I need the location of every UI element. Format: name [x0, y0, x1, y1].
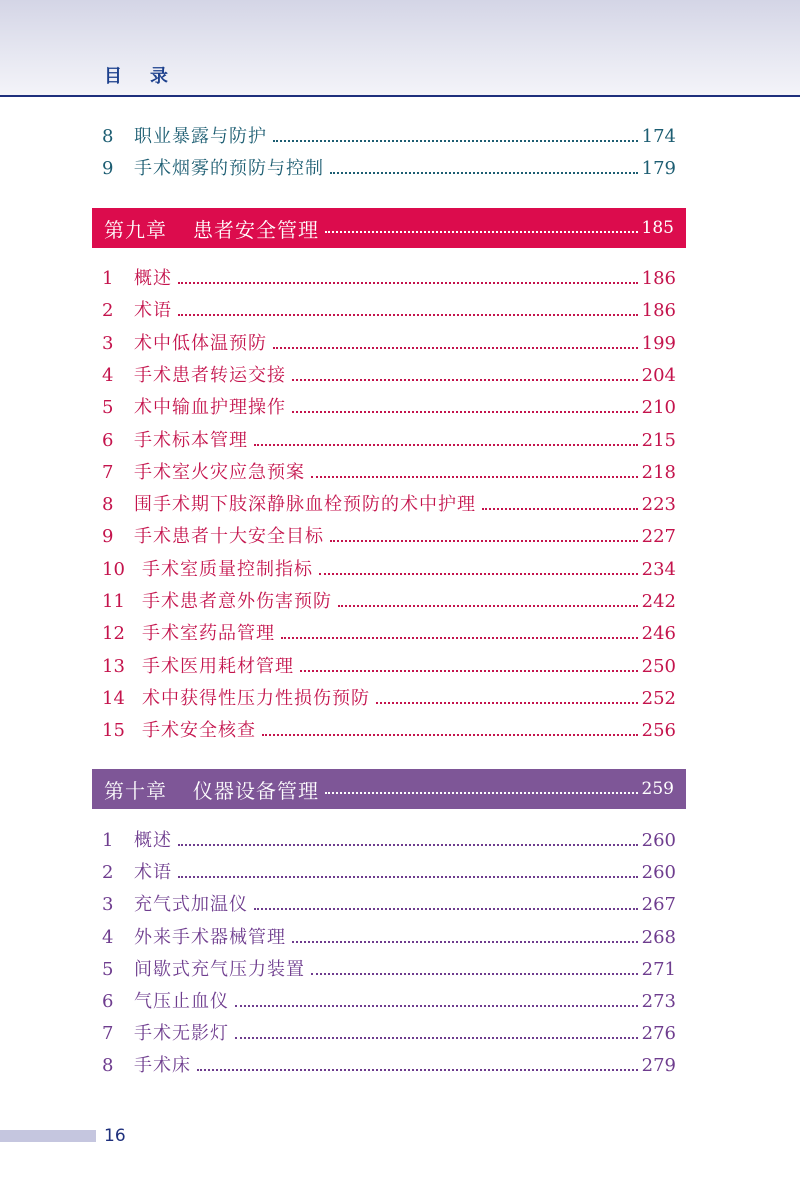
toc-entry-page: 242 — [641, 591, 676, 612]
toc-entry[interactable] — [102, 458, 676, 488]
page-number: 16 — [104, 1126, 126, 1146]
dot-leader — [338, 605, 638, 607]
dot-leader — [325, 231, 638, 233]
chapter-title: 患者安全管理 — [193, 217, 319, 242]
toc-entry[interactable] — [102, 955, 676, 985]
toc-entry[interactable] — [102, 1051, 676, 1081]
toc-entry[interactable] — [102, 987, 676, 1017]
chapter-page: 185 — [641, 218, 674, 238]
toc-entry-number: 3 — [102, 332, 114, 354]
dot-leader — [311, 973, 638, 975]
toc-entry-page: 174 — [641, 126, 676, 147]
toc-entry-title: 围手术期下肢深静脉血栓预防的术中护理 — [134, 494, 476, 516]
toc-entry-number: 9 — [102, 526, 114, 548]
toc-entry-page: 250 — [641, 655, 676, 677]
toc-entry-title: 手术无影灯 — [134, 1023, 229, 1045]
toc-entry[interactable] — [102, 296, 676, 326]
toc-entry[interactable] — [102, 329, 676, 359]
toc-entry-number: 8 — [102, 1055, 114, 1077]
toc-entry[interactable] — [102, 393, 676, 423]
toc-entry-title: 手术患者意外伤害预防 — [142, 591, 332, 612]
toc-entry[interactable] — [102, 716, 676, 746]
toc-entry-title: 术中低体温预防 — [134, 332, 267, 354]
toc-entry[interactable] — [102, 890, 676, 920]
header-rule — [0, 95, 800, 97]
page-header — [0, 0, 800, 96]
dot-leader — [319, 573, 638, 575]
toc-entry-page: 227 — [641, 526, 676, 548]
toc-entry[interactable] — [102, 858, 676, 888]
toc-entry[interactable] — [102, 1019, 676, 1049]
toc-entry-number: 15 — [102, 720, 125, 742]
toc-entry-title: 术中获得性压力性损伤预防 — [142, 687, 370, 709]
dot-leader — [273, 140, 638, 142]
toc-entry-number: 13 — [102, 655, 125, 677]
toc-entry-title: 手术烟雾的预防与控制 — [134, 158, 324, 179]
toc-entry-number: 9 — [102, 158, 114, 179]
header-title: 目录 — [104, 66, 196, 87]
toc-entry-number: 8 — [102, 494, 114, 516]
toc-entry-page: 199 — [641, 332, 676, 354]
dot-leader — [235, 1005, 638, 1007]
dot-leader — [273, 347, 638, 349]
toc-entry-page: 246 — [641, 623, 676, 645]
dot-leader — [482, 508, 638, 510]
toc-entry-title: 手术室药品管理 — [142, 623, 275, 645]
toc-entry-page: 179 — [641, 158, 676, 179]
toc-entry-title: 手术床 — [134, 1055, 191, 1077]
toc-entry-page: 273 — [641, 991, 676, 1012]
toc-entry-title: 概述 — [134, 268, 172, 289]
toc-entry-number: 5 — [102, 397, 114, 419]
toc-entry-title: 间歇式充气压力装置 — [134, 958, 305, 980]
dot-leader — [178, 844, 638, 846]
toc-entry-page: 276 — [641, 1023, 676, 1045]
toc-entry-page: 268 — [641, 926, 676, 948]
toc-entry-number: 14 — [102, 687, 125, 709]
toc-entry-number: 12 — [102, 623, 125, 645]
toc-entry[interactable] — [102, 619, 676, 649]
dot-leader — [292, 941, 638, 943]
toc-entry-title: 外来手术器械管理 — [134, 926, 286, 948]
toc-entry[interactable] — [102, 154, 676, 184]
toc-entry-number: 11 — [102, 591, 125, 612]
toc-entry-page: 218 — [641, 461, 676, 483]
dot-leader — [235, 1037, 638, 1039]
toc-entry[interactable] — [102, 264, 676, 294]
toc-entry-title: 手术患者十大安全目标 — [134, 526, 324, 548]
toc-entry-number: 7 — [102, 461, 114, 483]
toc-entry-title: 手术安全核查 — [142, 720, 256, 742]
dot-leader — [178, 282, 638, 284]
toc-entry[interactable] — [102, 361, 676, 391]
toc-entry-page: 215 — [641, 429, 676, 451]
dot-leader — [178, 876, 638, 878]
toc-entry-number: 2 — [102, 862, 114, 884]
toc-entry[interactable] — [102, 426, 676, 456]
toc-entry-title: 手术室质量控制指标 — [142, 558, 313, 580]
toc-entry[interactable] — [102, 122, 676, 152]
toc-entry-page: 223 — [641, 494, 676, 516]
toc-entry-page: 204 — [641, 364, 676, 386]
toc-entry-number: 8 — [102, 126, 114, 147]
chapter-heading-10[interactable] — [92, 769, 686, 809]
toc-entry-number: 1 — [102, 268, 114, 289]
toc-entry[interactable] — [102, 587, 676, 617]
toc-entry-title: 术语 — [134, 300, 172, 322]
chapter-title: 仪器设备管理 — [193, 778, 319, 803]
footer-bar — [0, 1130, 96, 1142]
toc-entry-page: 260 — [641, 830, 676, 851]
toc-entry-title: 职业暴露与防护 — [134, 126, 267, 147]
dot-leader — [262, 734, 638, 736]
dot-leader — [197, 1069, 638, 1071]
chapter-heading-9[interactable] — [92, 208, 686, 248]
toc-entry[interactable] — [102, 826, 676, 856]
dot-leader — [325, 792, 638, 794]
toc-entry-page: 279 — [641, 1055, 676, 1077]
dot-leader — [330, 172, 638, 174]
toc-entry-number: 6 — [102, 429, 114, 451]
toc-entry-title: 手术室火灾应急预案 — [134, 461, 305, 483]
dot-leader — [254, 908, 638, 910]
dot-leader — [292, 411, 638, 413]
toc-entry-number: 5 — [102, 958, 114, 980]
toc-entry-title: 手术医用耗材管理 — [142, 655, 294, 677]
toc-entry-number: 7 — [102, 1023, 114, 1045]
toc-entry-page: 260 — [641, 862, 676, 884]
chapter-label: 第十章 — [104, 778, 167, 803]
toc-entry-page: 186 — [641, 268, 676, 289]
dot-leader — [281, 637, 638, 639]
toc-entry-page: 186 — [641, 300, 676, 322]
dot-leader — [311, 476, 638, 478]
dot-leader — [376, 702, 638, 704]
dot-leader — [292, 379, 638, 381]
toc-entry-page: 271 — [641, 958, 676, 980]
toc-entry[interactable] — [102, 652, 676, 682]
toc-entry-page: 252 — [641, 687, 676, 709]
dot-leader — [254, 444, 638, 446]
toc-entry-title: 手术患者转运交接 — [134, 364, 286, 386]
toc-entry-page: 267 — [641, 894, 676, 916]
toc-entry[interactable] — [102, 522, 676, 552]
toc-entry-title: 充气式加温仪 — [134, 894, 248, 916]
toc-entry[interactable] — [102, 923, 676, 953]
toc-entry[interactable] — [102, 490, 676, 520]
toc-entry-page: 256 — [641, 720, 676, 742]
toc-entry-number: 4 — [102, 364, 114, 386]
toc-entry-page: 210 — [641, 397, 676, 419]
chapter-label: 第九章 — [104, 217, 167, 242]
toc-entry-number: 3 — [102, 894, 114, 916]
toc-entry-page: 234 — [641, 558, 676, 580]
toc-entry-number: 1 — [102, 830, 114, 851]
dot-leader — [300, 670, 638, 672]
chapter-page: 259 — [641, 779, 674, 799]
dot-leader — [330, 540, 638, 542]
toc-entry-title: 概述 — [134, 830, 172, 851]
toc-entry-title: 气压止血仪 — [134, 991, 229, 1012]
toc-entry-title: 手术标本管理 — [134, 429, 248, 451]
toc-entry-number: 4 — [102, 926, 114, 948]
toc-entry-number: 10 — [102, 558, 125, 580]
dot-leader — [178, 314, 638, 316]
toc-entry-title: 术语 — [134, 862, 172, 884]
toc-entry-number: 2 — [102, 300, 114, 322]
toc-entry[interactable] — [102, 555, 676, 585]
toc-entry[interactable] — [102, 684, 676, 714]
toc-entry-title: 术中输血护理操作 — [134, 397, 286, 419]
toc-entry-number: 6 — [102, 991, 114, 1012]
